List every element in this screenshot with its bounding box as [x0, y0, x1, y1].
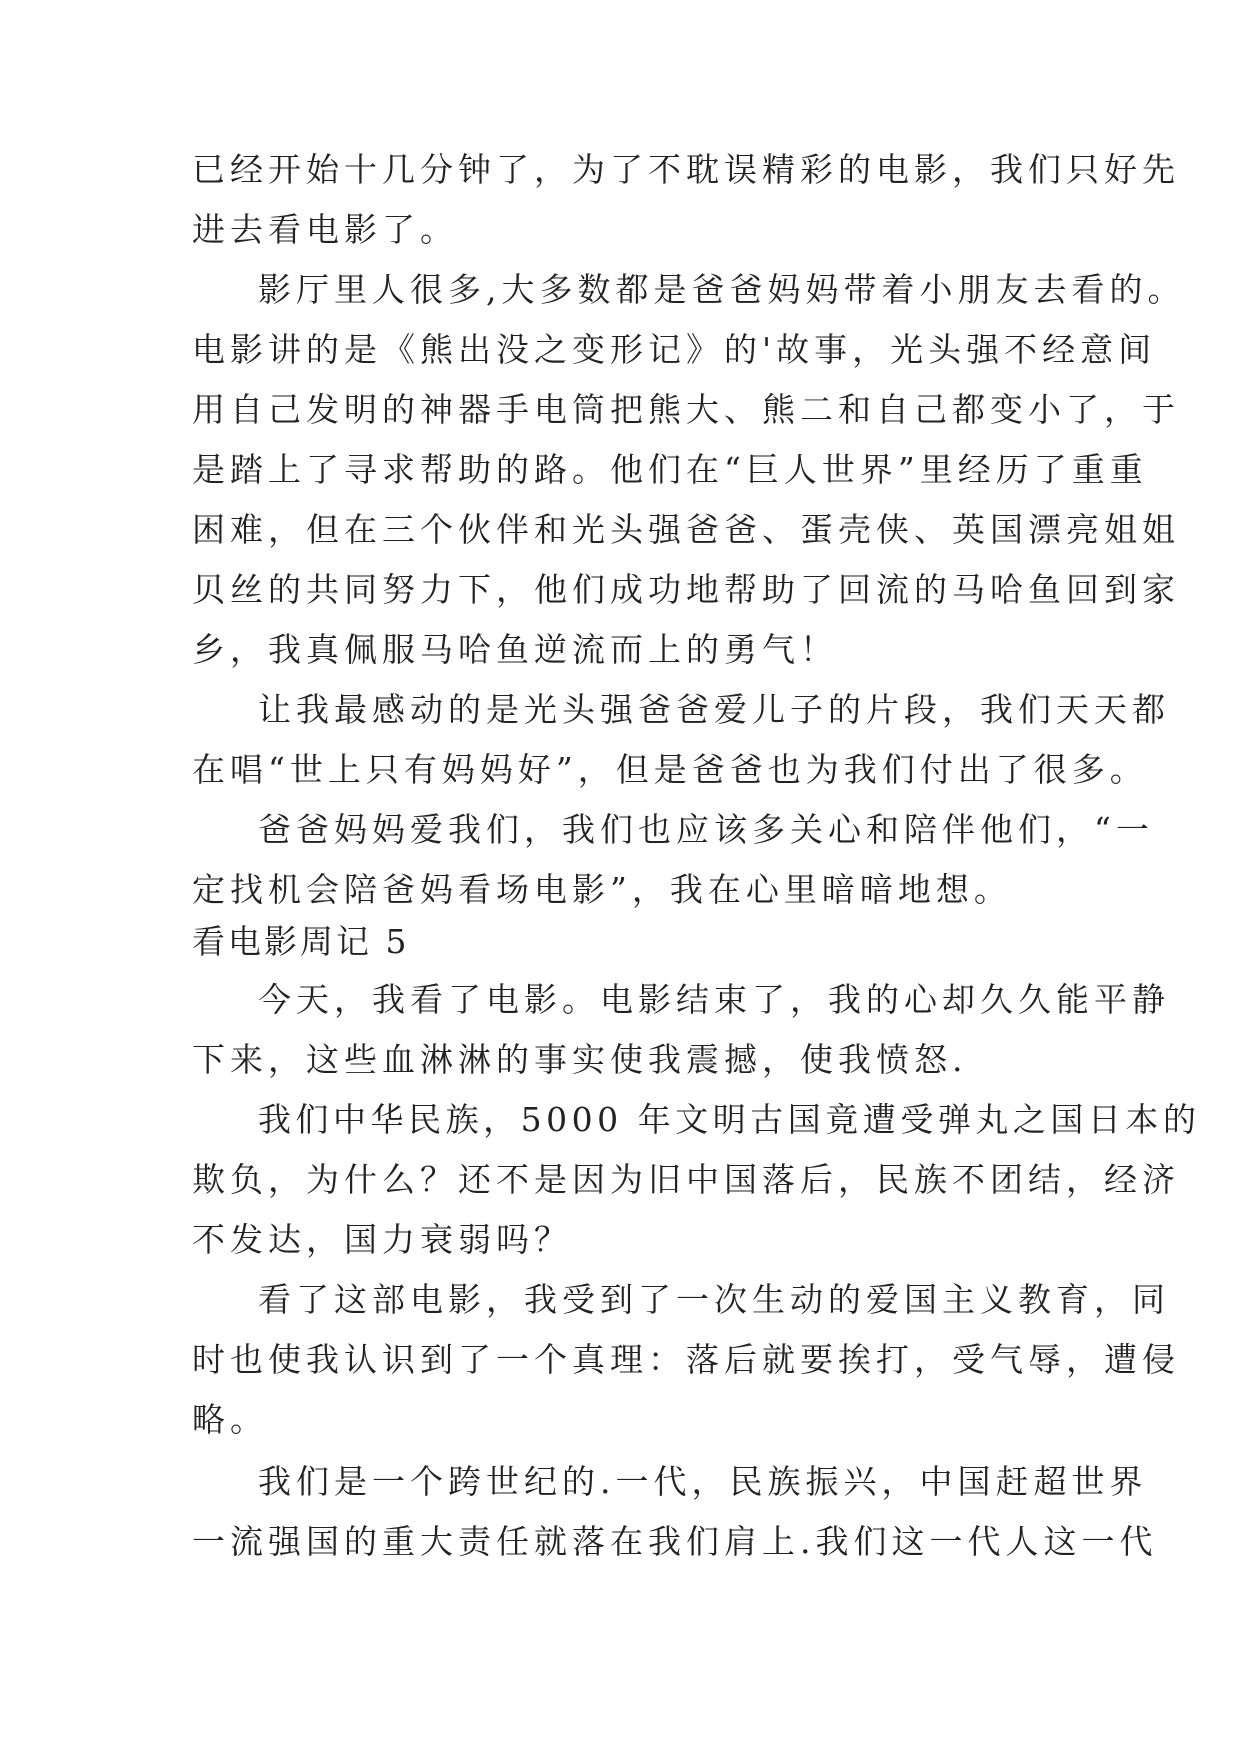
- text-line: 在唱“世上只有妈妈好”，但是爸爸也为我们付出了很多。: [192, 750, 1148, 789]
- text-line: 影厅里人很多,大多数都是爸爸妈妈带着小朋友去看的。: [258, 270, 1186, 309]
- text-line: 用自己发明的神器手电筒把熊大、熊二和自己都变小了，于: [192, 390, 1180, 429]
- text-line: 我们中华民族，5000 年文明古国竟遭受弹丸之国日本的: [258, 1100, 1201, 1139]
- text-line: 进去看电影了。: [192, 210, 458, 249]
- text-line: 一流强国的重大责任就落在我们肩上.我们这一代人这一代: [192, 1522, 1158, 1561]
- text-line: 乡，我真佩服马哈鱼逆流而上的勇气！: [192, 630, 838, 669]
- text-line: 今天，我看了电影。电影结束了，我的心却久久能平静: [258, 980, 1170, 1019]
- text-line: 困难，但在三个伙伴和光头强爸爸、蛋壳侠、英国漂亮姐姐: [192, 510, 1180, 549]
- text-line: 不发达，国力衰弱吗？: [192, 1220, 572, 1259]
- text-line: 欺负，为什么？还不是因为旧中国落后，民族不团结，经济: [192, 1160, 1180, 1199]
- text-line: 看了这部电影，我受到了一次生动的爱国主义教育，同: [258, 1280, 1170, 1319]
- text-line: 贝丝的共同努力下，他们成功地帮助了回流的马哈鱼回到家: [192, 570, 1180, 609]
- text-line: 定找机会陪爸妈看场电影”，我在心里暗暗地想。: [192, 870, 1012, 909]
- text-line: 让我最感动的是光头强爸爸爱儿子的片段，我们天天都: [258, 690, 1170, 729]
- text-line: 我们是一个跨世纪的.一代，民族振兴，中国赶超世界: [258, 1462, 1148, 1501]
- text-line: 是踏上了寻求帮助的路。他们在“巨人世界”里经历了重重: [192, 450, 1148, 489]
- text-line: 略。: [192, 1400, 268, 1439]
- text-line: 下来，这些血淋淋的事实使我震撼，使我愤怒.: [192, 1040, 968, 1079]
- section-heading: 看电影周记 5: [192, 922, 410, 961]
- text-line: 爸爸妈妈爱我们，我们也应该多关心和陪伴他们，“一: [258, 810, 1154, 849]
- text-line: 电影讲的是《熊出没之变形记》的'故事，光头强不经意间: [192, 330, 1157, 369]
- text-line: 时也使我认识到了一个真理：落后就要挨打，受气辱，遭侵: [192, 1340, 1180, 1379]
- text-line: 已经开始十几分钟了，为了不耽误精彩的电影，我们只好先: [192, 150, 1180, 189]
